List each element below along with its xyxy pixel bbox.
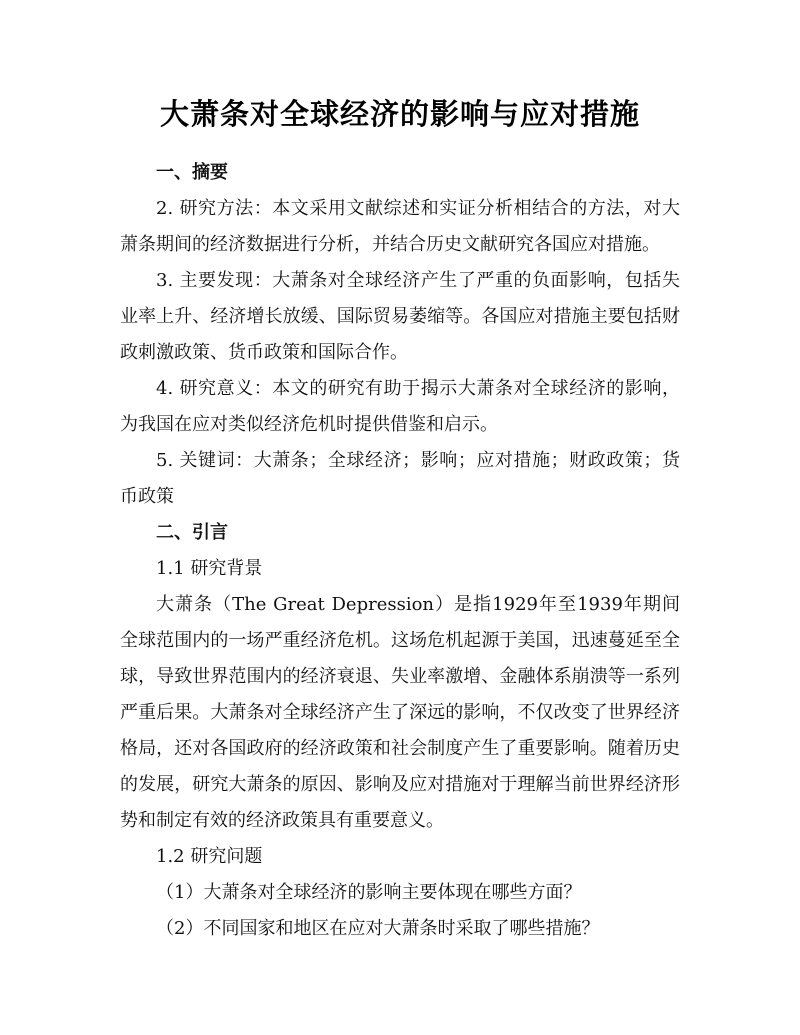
subheading-research-questions: 1.2 研究问题 bbox=[156, 846, 263, 867]
research-background-paragraph: 大萧条（The Great Depression）是指1929年至1939年期间全球范围内的一场严重经济危机。这场危机起源于美国，迅速蔓延至全球，导致世界范围内的经济衰退、失业率激增、金融体系崩溃等一系列严重后果。大萧条对全球经济产生了深远的影响，不仅改变了世界经济格局，还对各国政府的经济政策和社会制度产生了重要影响。随着历史的发展，研究大萧条的原因、影响及应对措施对于理解当前世界经济形势和制定有效的经济政策具有重要意义。 bbox=[120, 594, 680, 831]
subheading-research-background: 1.1 研究背景 bbox=[156, 558, 263, 579]
section-heading-abstract: 一、摘要 bbox=[156, 162, 228, 183]
document-title: 大萧条对全球经济的影响与应对措施 bbox=[159, 97, 640, 131]
abstract-item-method: 2. 研究方法：本文采用文献综述和实证分析相结合的方法，对大萧条期间的经济数据进行分析，并结合历史文献研究各国应对措施。 bbox=[120, 198, 680, 255]
research-question: （1）大萧条对全球经济的影响主要体现在哪些方面？ bbox=[156, 882, 582, 903]
section-heading-introduction: 二、引言 bbox=[156, 522, 228, 543]
abstract-item-findings: 3. 主要发现：大萧条对全球经济产生了严重的负面影响，包括失业率上升、经济增长放缓、国际贸易萎缩等。各国应对措施主要包括财政刺激政策、货币政策和国际合作。 bbox=[120, 270, 680, 363]
abstract-item-significance: 4. 研究意义：本文的研究有助于揭示大萧条对全球经济的影响，为我国在应对类似经济危机时提供借鉴和启示。 bbox=[120, 378, 680, 435]
research-question: （2）不同国家和地区在应对大萧条时采取了哪些措施？ bbox=[156, 918, 600, 939]
abstract-item-keywords: 5. 关键词：大萧条；全球经济；影响；应对措施；财政政策；货币政策 bbox=[120, 450, 680, 507]
